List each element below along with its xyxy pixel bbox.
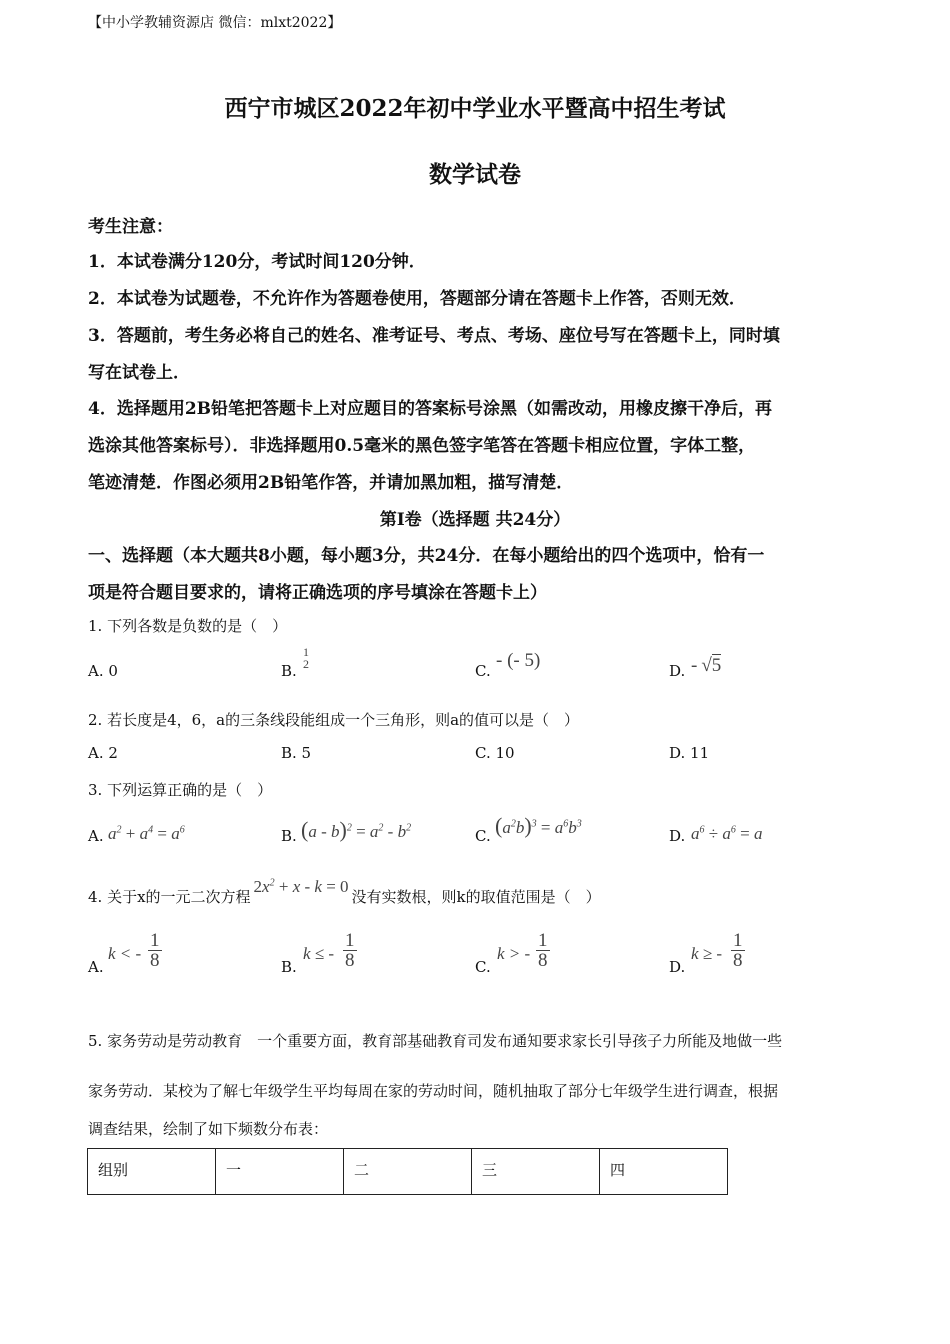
q3-option-d-label: D. [669,827,686,845]
table-cell: 二 [344,1149,472,1195]
q3-option-d-expr: $a^6 \div a^6 = a$ [691,824,763,843]
q1-option-d-label: D. [669,662,686,680]
q1-option-c-label: C. [475,662,491,680]
q4-equation: $2x^2 + x - k = 0$ [253,877,349,896]
q2-option-a: A. 2 [88,744,118,762]
table-cell: 四 [600,1149,728,1195]
table-cell: 组别 [88,1149,216,1195]
q3-stem: 3. 下列运算正确的是（ ） [88,781,273,799]
table-cell: 三 [472,1149,600,1195]
q4-option-b-rel: k ≤ - [303,944,335,963]
q3-option-b-label: B. [281,827,297,845]
q3-option-a-label: A. [88,827,104,845]
notice-heading: 考生注意： [88,217,173,237]
q4-d-fraction [731,931,745,970]
q4-d-den: 8 [733,950,743,971]
part1-heading: 第Ⅰ卷（选择题 共24分） [379,510,571,530]
q4-c-fraction [536,931,550,970]
q4-b-den: 8 [345,950,355,971]
table-cell: 一 [216,1149,344,1195]
q1-option-a: A. 0 [88,662,118,680]
q4-option-c-label: C. [475,958,491,976]
q2-stem: 2. 若长度是4，6，a的三条线段能组成一个三角形，则a的值可以是（ ） [88,711,580,729]
q2-option-d: D. 11 [669,744,710,762]
section-instruction-1: 一、选择题（本大题共8小题，每小题3分，共24分．在每小题给出的四个选项中，恰有一 [88,546,765,566]
q4-a-num: 1 [150,930,160,951]
q4-stem [88,877,601,907]
q4-c-den: 8 [538,950,548,971]
q1-b-numerator: 1 [303,645,309,659]
q4-c-num: 1 [538,930,548,951]
q4-option-d-rel: k ≥ - [691,944,723,963]
section-instruction-2: 项是符合题目要求的，请将正确选项的序号填涂在答题卡上） [88,583,547,603]
q1-option-d-expr [691,655,721,677]
frequency-table [87,1148,728,1195]
q4-option-a-label: A. [88,958,104,976]
q3-option-b-expr: $(a - b)^2 = a^2 - b^2$ [301,817,412,842]
notice-line-6: 选涂其他答案标号）．非选择题用0.5毫米的黑色签字笔答在答题卡相应位置，字体工整， [88,436,756,456]
q1-option-b-fraction [301,646,311,670]
q1-stem: 1. 下列各数是负数的是（ ） [88,617,288,635]
q2-option-c: C. 10 [475,744,515,762]
q4-b-fraction [343,931,357,970]
q1-option-c-expr: - (- 5) [496,650,541,671]
q1-b-denominator: 2 [303,657,309,671]
q4-d-num: 1 [733,930,743,951]
q4-option-a-rel: k < - [108,944,142,963]
q4-a-den: 8 [150,950,160,971]
notice-line-3: 3．答题前，考生务必将自己的姓名、准考证号、考点、考场、座位号写在答题卡上，同时填 [88,326,780,346]
notice-line-5: 4．选择题用2B铅笔把答题卡上对应题目的答案标号涂黑（如需改动，用橡皮擦干净后，再 [88,399,773,419]
q5-line-1: 5. 家务劳动是劳动教育 一个重要方面，教育部基础教育司发布通知要求家长引导孩子力所能及地做一些 [88,1032,783,1050]
q4-option-c-rel: k > - [497,944,531,963]
exam-title: 西宁市城区2022年初中学业水平暨高中招生考试 [224,95,726,122]
q5-line-3: 调查结果，绘制了如下频数分布表： [88,1120,329,1138]
notice-line-7: 笔迹清楚．作图必须用2B铅笔作答，并请加黑加粗，描写清楚． [88,473,574,493]
q3-option-c-expr: $(a^2b)^3 = a^6b^3$ [495,813,582,838]
notice-line-2: 2．本试卷为试题卷，不允许作为答题卷使用，答题部分请在答题卡上作答，否则无效． [88,289,746,309]
q1-d-sign: - [691,655,698,676]
notice-line-1: 1．本试卷满分120分，考试时间120分钟． [88,252,426,272]
table-row [88,1149,728,1195]
page-header: 【中小学教辅资源店 微信：mlxt2022】 [88,15,342,31]
q4-stem-post: 没有实数根，则k的取值范围是（ ） [351,888,601,906]
q5-line-2: 家务劳动．某校为了解七年级学生平均每周在家的劳动时间，随机抽取了部分七年级学生进行调查，根据 [88,1082,779,1100]
exam-subtitle: 数学试卷 [429,161,521,188]
q2-option-b: B. 5 [281,744,312,762]
q4-option-b-label: B. [281,958,297,976]
q4-stem-pre: 4. 关于x的一元二次方程 [88,888,251,906]
q1-d-radicand: 5 [711,655,722,676]
sqrt-icon: √ [701,655,712,676]
q4-b-num: 1 [345,930,355,951]
notice-line-4: 写在试卷上． [88,363,190,383]
q4-option-d-label: D. [669,958,686,976]
q3-option-c-label: C. [475,827,491,845]
q1-option-b-label: B. [281,662,297,680]
q3-option-a-expr: $a^2 + a^4 = a^6$ [108,824,185,843]
q4-a-fraction [148,931,162,970]
